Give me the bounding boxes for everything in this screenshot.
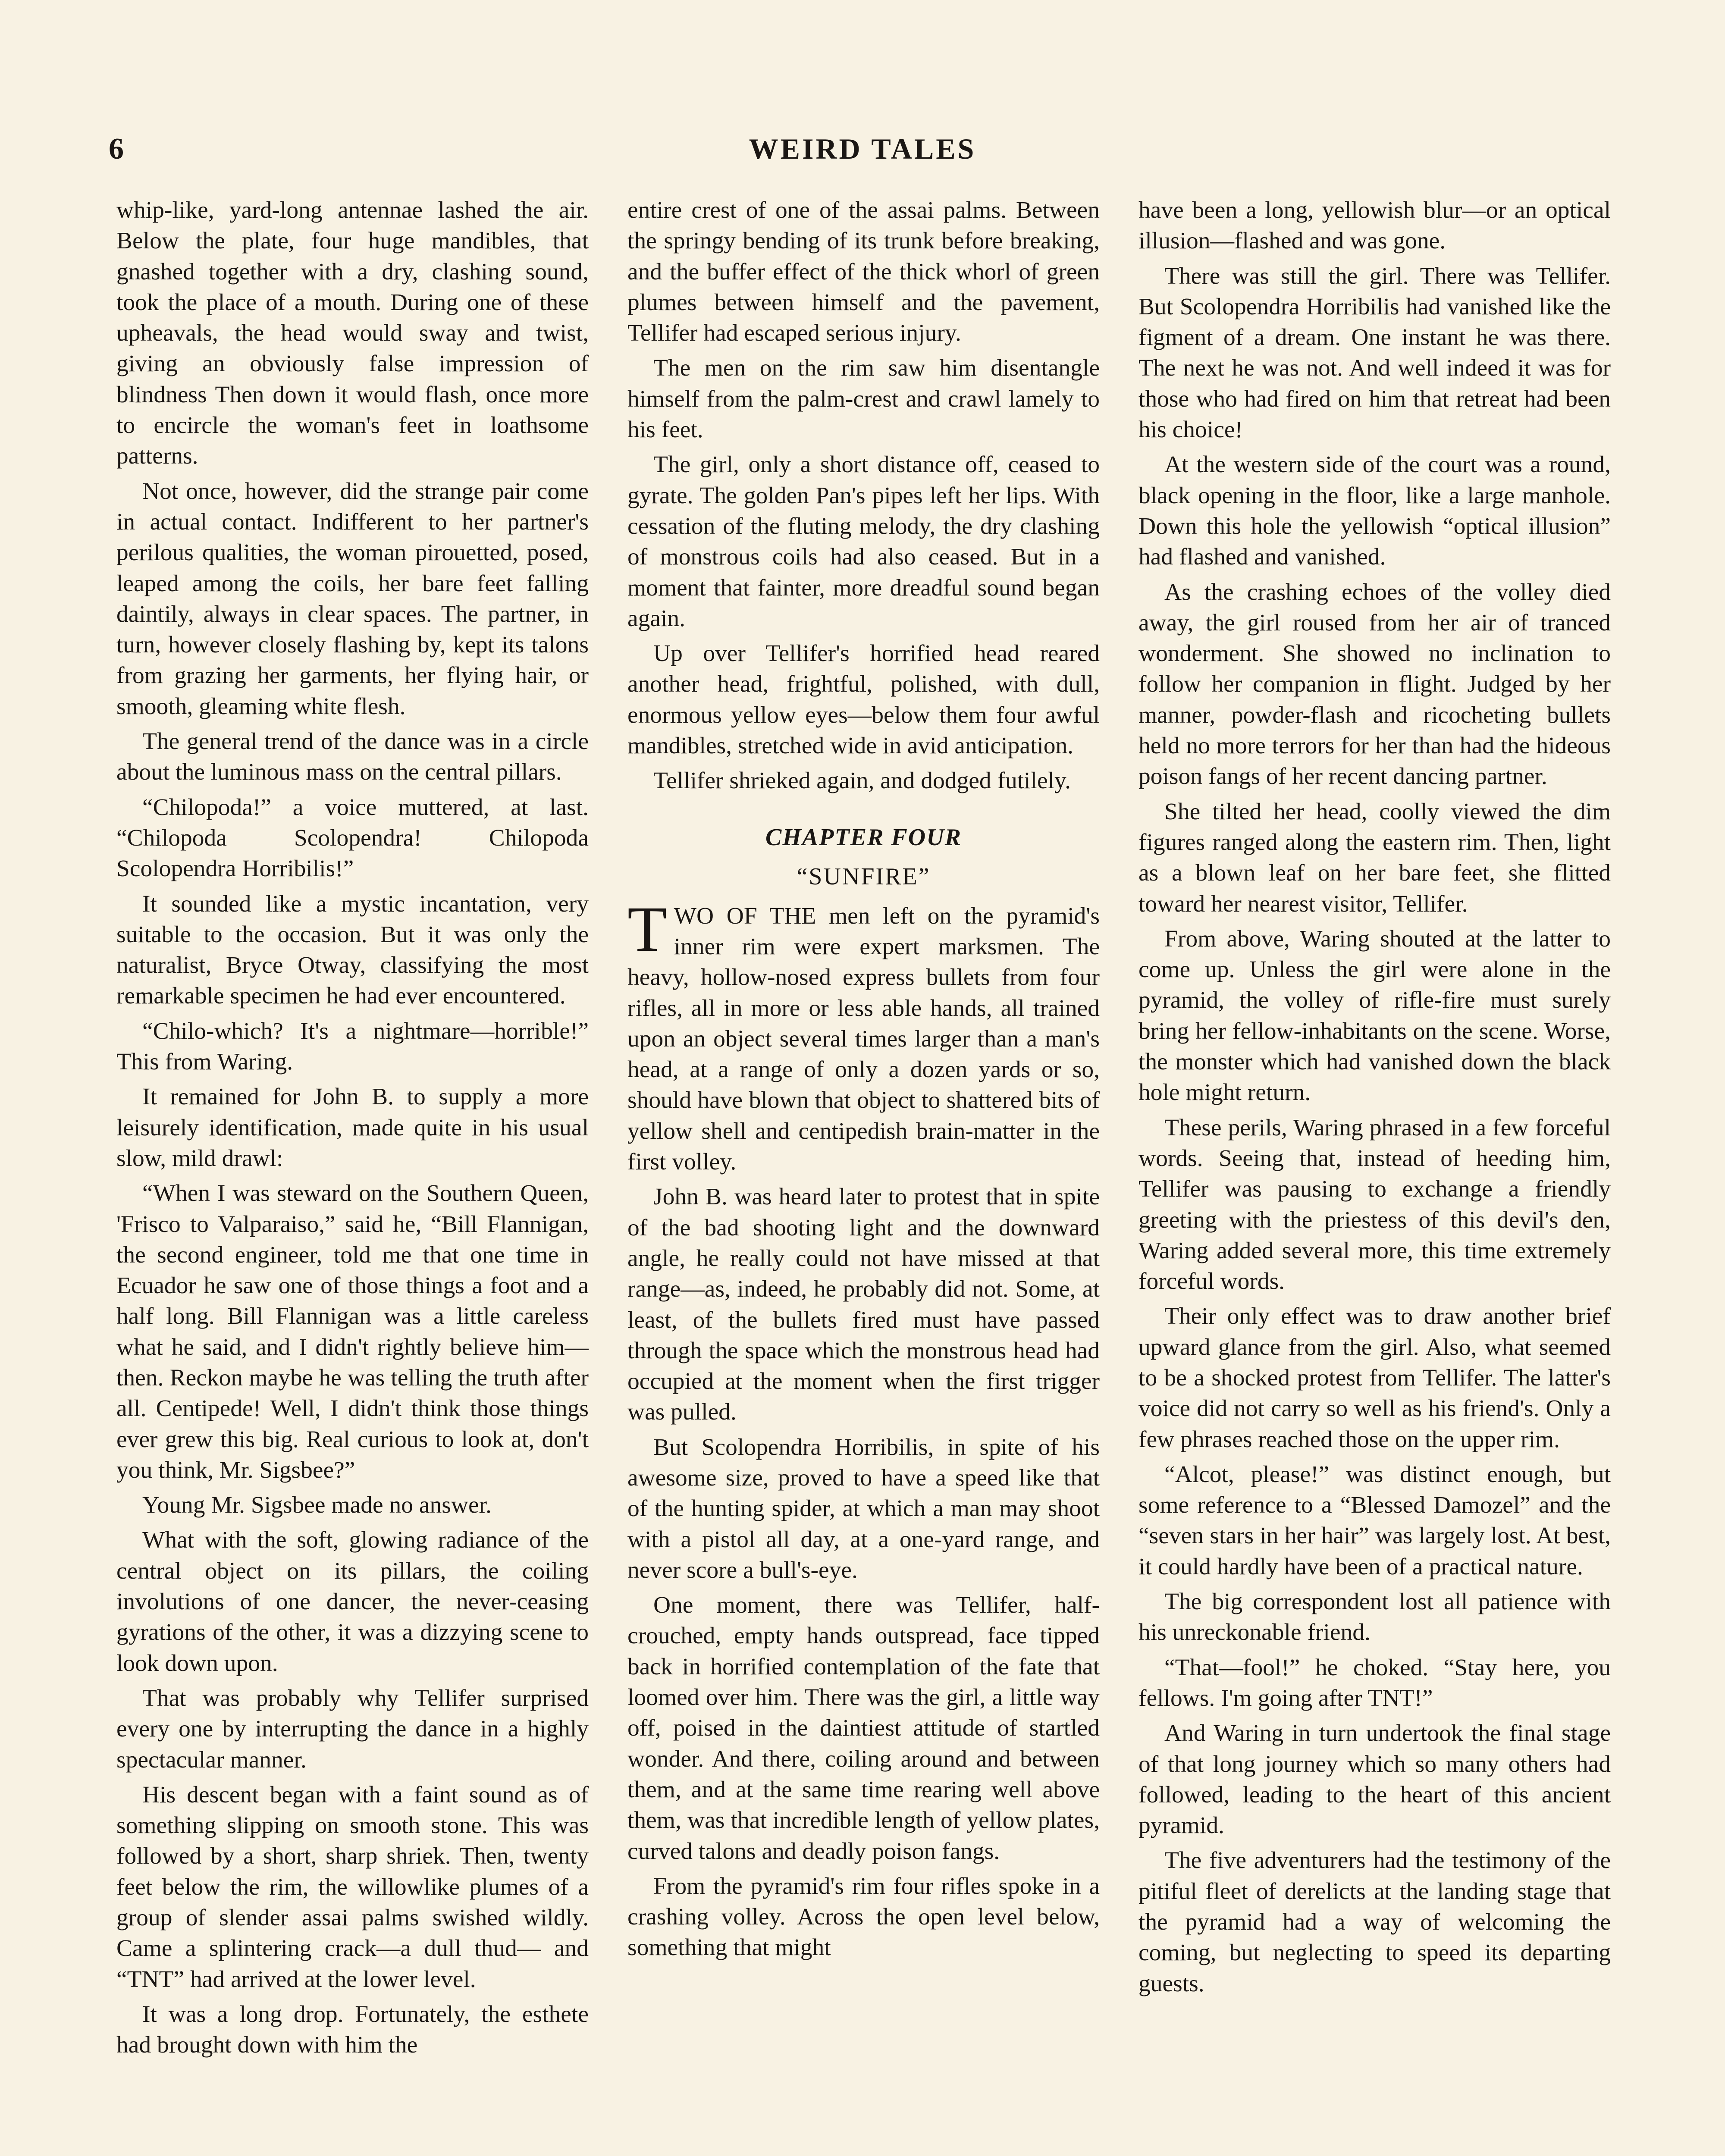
paragraph: Up over Tellifer's horrified head reared another head, frightful, polished, with dull, enormous yellow eyes—below them four awful mandibles, stretched wide in avid anticipation. [627, 640, 1100, 759]
paragraph: As the crashing echoes of the volley died away, the girl roused from her air of tranced wonderment. She showed no inclination to follow her companion in flight. Judged by her manner, powder-flash and ricocheting bullets held no more terrors for her than had the hideous poison fangs of her recent dancing partner. [1138, 579, 1611, 790]
paragraph: These perils, Waring phrased in a few forceful words. Seeing that, instead of heeding him, Tellifer was pausing to exchange a friendly greeting with the priestess of this devil's den, Waring added several more, this time extremely forceful words. [1138, 1114, 1611, 1295]
paragraph: From the pyramid's rim four rifles spoke in a crashing volley. Across the open level below, something that might [627, 1873, 1100, 1961]
column-2-before-chapter [627, 195, 1100, 796]
paragraph: The five adventurers had the testimony of the pitiful fleet of derelicts at the landing stage that the pyramid had a way of welcoming the coming, but neglecting to speed its departing guests. [1138, 1847, 1611, 1997]
chapter-opening-paragraph [627, 893, 1100, 1178]
paragraph: Young Mr. Sigsbee made no answer. [142, 1492, 492, 1519]
paragraph: Not once, however, did the strange pair come in actual contact. Indifferent to her partner's perilous qualities, the woman pirouetted, posed, leaped among the coils, her bare feet falling daintily, always in clear spaces. The partner, in turn, however closely flashing by, kept its talons from grazing her garments, her flying hair, or smooth, gleaming white flesh. [116, 478, 589, 720]
paragraph: “That—fool!” he choked. “Stay here, you fellows. I'm going after TNT!” [1138, 1654, 1611, 1711]
paragraph: His descent began with a faint sound as of something slipping on smooth stone. This was followed by a short, sharp shriek. Then, twenty feet below the rim, the willowlike plumes of a group of slender assai palms swished wildly. Came a splintering crack—a dull thud— and “TNT” had arrived at the lower level. [116, 1781, 589, 1993]
paragraph: It was a long drop. Fortunately, the esthete had brought down with him the [116, 2001, 589, 2059]
paragraph: It remained for John B. to supply a more leisurely identification, made quite in his usual slow, mild drawl: [116, 1084, 589, 1172]
paragraph: Tellifer shrieked again, and dodged futilely. [653, 768, 1071, 794]
column-2 [627, 195, 1100, 2156]
page-number: 6 [109, 132, 124, 166]
paragraph: The general trend of the dance was in a circle about the luminous mass on the central pillars. [116, 728, 589, 786]
chapter-subtitle: “SUNFIRE” [797, 863, 931, 890]
paragraph: From above, Waring shouted at the latter to come up. Unless the girl were alone in the pyramid, the volley of rifle-fire must surely bring her fellow-inhabitants on the scene. Worse, the monster which had vanished down the black hole might return. [1138, 925, 1611, 1106]
paragraph: One moment, there was Tellifer, half-crouched, empty hands outspread, face tipped back in horrified contemplation of the fate that loomed over him. There was the girl, a little way off, poised in the daintiest attitude of startled wonder. And there, coiling around and between them, and at the same time rearing well above them, was that incredible length of yellow plates, curved talons and deadly poison fangs. [627, 1592, 1100, 1865]
paragraph: And Waring in turn undertook the final stage of that long journey which so many others had followed, leading to the heart of this ancient pyramid. [1138, 1720, 1611, 1839]
chapter-opening-text: WO OF THE men left on the pyramid's inner rim were expert marksmen. The heavy, hollow-nosed express bullets from four rifles, all in more or less able hands, all trained upon an object several times larger than a man's head, at a range of only a dozen yards or so, should have blown that object to shattered bits of yellow shell and centipedish brain-matter in the first volley. [627, 903, 1100, 1175]
paragraph: “Chilopoda!” a voice muttered, at last. “Chilopoda Scolopendra! Chilopoda Scolopendra Horribilis!” [116, 794, 589, 882]
text-columns [116, 195, 1611, 2156]
paragraph: “Alcot, please!” was distinct enough, but some reference to a “Blessed Damozel” and the “seven stars in her hair” was largely lost. At best, it could hardly have been of a practical nature. [1138, 1461, 1611, 1580]
paragraph: At the western side of the court was a round, black opening in the floor, like a large manhole. Down this hole the yellowish “optical illusion” had flashed and vanished. [1138, 451, 1611, 570]
paragraph: But Scolopendra Horribilis, in spite of his awesome size, proved to have a speed like that of the hunting spider, at which a man may shoot with a pistol all day, at a one-yard range, and never score a bull's-eye. [627, 1434, 1100, 1583]
paragraph: The girl, only a short distance off, ceased to gyrate. The golden Pan's pipes left her lips. With cessation of the fluting melody, the dry clashing of monstrous coils had also ceased. But in a moment that fainter, more dreadful sound began again. [627, 451, 1100, 632]
paragraph: “Chilo-which? It's a nightmare—horrible!” This from Waring. [116, 1018, 589, 1075]
paragraph: “When I was steward on the Southern Queen, 'Frisco to Valparaiso,” said he, “Bill Flannigan, the second engineer, told me that one time in Ecuador he saw one of those things a foot and a half long. Bill Flannigan was a little careless what he said, and I didn't rightly believe him—then. Reckon maybe he was telling the truth after all. Centipede! Well, I didn't think those things ever grew this big. Real curious to look at, don't you think, Mr. Sigsbee?” [116, 1180, 589, 1483]
paragraph: entire crest of one of the assai palms. Between the springy bending of its trunk before breaking, and the buffer effect of the thick whorl of green plumes between himself and the pavement, Tellifer had escaped serious injury. [627, 197, 1100, 347]
paragraph: There was still the girl. There was Tellifer. But Scolopendra Horribilis had vanished like the figment of a dream. One instant he was there. The next he was not. And well indeed it was for those who had fired on him that retreat had been his choice! [1138, 263, 1611, 443]
paragraph: The men on the rim saw him disentangle himself from the palm-crest and crawl lamely to his feet. [627, 355, 1100, 443]
paragraph: whip-like, yard-long antennae lashed the air. Below the plate, four huge mandibles, that gnashed together with a dry, clashing sound, took the place of a mouth. During one of these upheavals, the head would sway and twist, giving an obviously false impression of blindness Then down it would flash, once more to encircle the woman's feet in loathsome patterns. [116, 197, 589, 470]
paragraph: The big correspondent lost all patience with his unreckonable friend. [1138, 1589, 1611, 1646]
paragraph: John B. was heard later to protest that in spite of the bad shooting light and the downward angle, he really could not have missed at that range—as, indeed, he probably did not. Some, at least, of the bullets fired must have passed through the space which the monstrous head had occupied at the moment when the first trigger was pulled. [627, 1184, 1100, 1426]
paragraph: What with the soft, glowing radiance of the central object on its pillars, the coiling involutions of one dancer, the never-ceasing gyrations of the other, it was a dizzying scene to look down upon. [116, 1527, 589, 1677]
paragraph: She tilted her head, coolly viewed the dim figures ranged along the eastern rim. Then, light as a blown leaf on her bare feet, she flitted toward her nearest visitor, Tellifer. [1138, 798, 1611, 917]
paragraph: Their only effect was to draw another brief upward glance from the girl. Also, what seemed to be a shocked protest from Tellifer. The latter's voice did not carry so well as his friend's. Only a few phrases reached those on the upper rim. [1138, 1303, 1611, 1453]
drop-cap: T [627, 893, 667, 965]
column-1 [116, 195, 589, 2156]
column-2-after-chapter [627, 1181, 1100, 1963]
paragraph: It sounded like a mystic incantation, very suitable to the occasion. But it was only the naturalist, Bryce Otway, classifying the most remarkable specimen he had ever encountered. [116, 890, 589, 1009]
column-3 [1138, 195, 1611, 2156]
paragraph: That was probably why Tellifer surprised every one by interrupting the dance in a highly spectacular manner. [116, 1685, 589, 1773]
running-head-title: WEIRD TALES [749, 132, 976, 165]
chapter-title: CHAPTER FOUR [765, 824, 962, 851]
paragraph: have been a long, yellowish blur—or an optical illusion—flashed and was gone. [1138, 197, 1611, 254]
